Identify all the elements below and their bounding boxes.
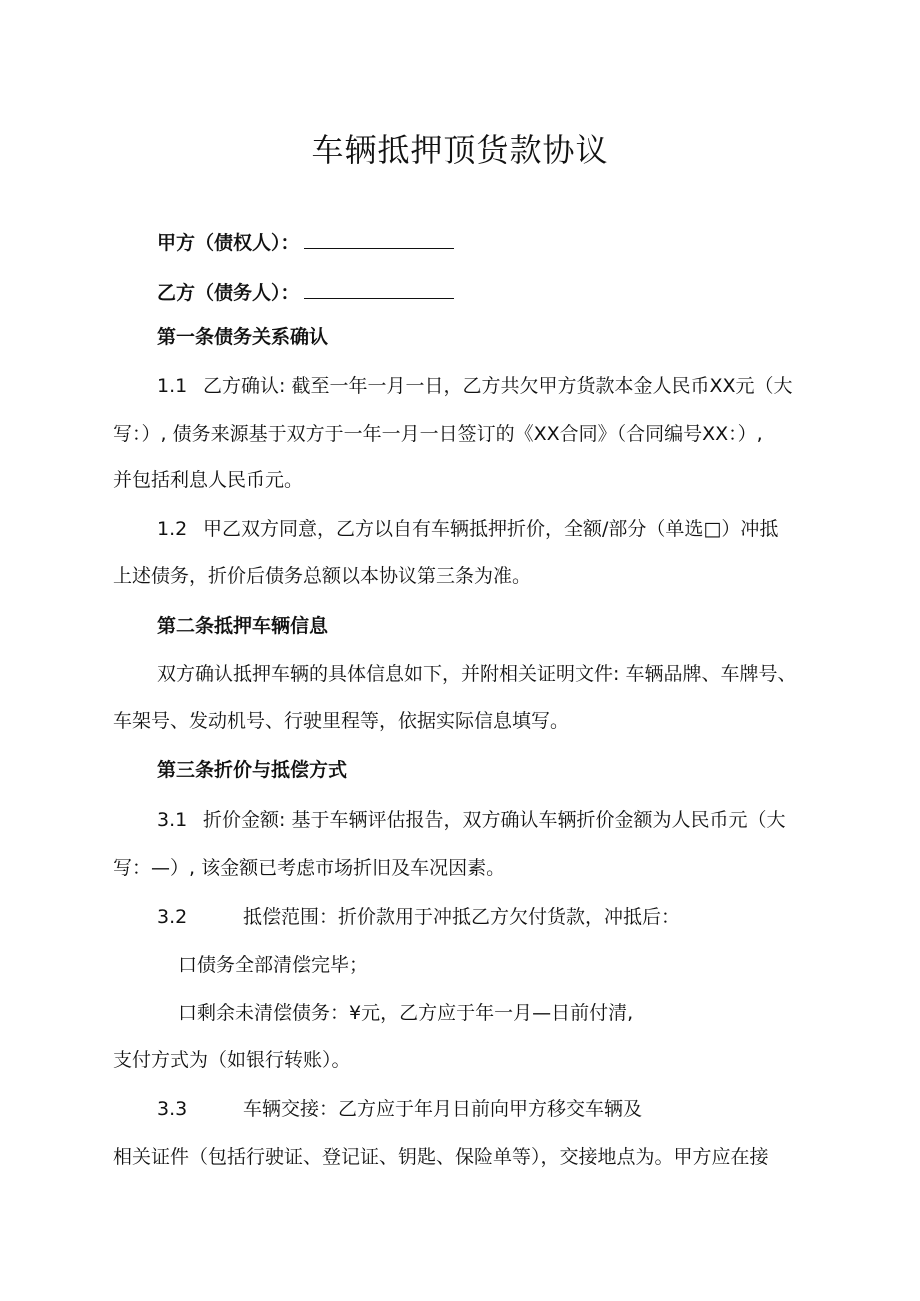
article-2-heading: 第二条抵押车辆信息: [157, 615, 329, 637]
article-3-heading: 第三条折价与抵偿方式: [157, 759, 348, 781]
option-debt-cleared: 口债务全部清偿完毕；: [178, 954, 369, 976]
clause-number: 1.2: [157, 518, 188, 540]
party-a-label: 甲方（债权人）：: [157, 232, 300, 254]
clause-1-1-line-1: [157, 371, 792, 401]
option-remaining-debt-cont: 支付方式为（如银行转账）。: [113, 1049, 351, 1071]
option-remaining-debt: 口剩余未清偿债务：¥元，乙方应于年一月—日前付清,: [178, 1002, 634, 1024]
clause-3-1-line-2: 写：—）, 该金额已考虑市场折旧及车况因素。: [113, 857, 506, 879]
article-1-heading: 第一条债务关系确认: [157, 326, 329, 348]
clause-text: 车辆交接：乙方应于年月日前向甲方移交车辆及: [243, 1098, 643, 1120]
party-b-label: 乙方（债务人）：: [157, 282, 300, 304]
clause-number: 1.1: [157, 375, 188, 397]
clause-1-2-line-1: [157, 514, 778, 544]
clause-text: 折价金额: 基于车辆评估报告，双方确认车辆折价金额为人民币元（大: [203, 809, 786, 831]
party-b-blank: [304, 280, 454, 299]
clause-text: 抵偿范围：折价款用于冲抵乙方欠付货款，冲抵后：: [243, 906, 681, 928]
clause-1-2-line-2: 上述债务，折价后债务总额以本协议第三条为准。: [113, 565, 532, 587]
party-b-row: [157, 278, 454, 308]
article-2-line-1: 双方确认抵押车辆的具体信息如下，并附相关证明文件: 车辆品牌、车牌号、: [157, 663, 797, 685]
clause-3-3-line-1: [157, 1094, 642, 1124]
clause-number: 3.2: [157, 906, 188, 928]
party-a-blank: [304, 230, 454, 249]
clause-1-1-line-3: 并包括利息人民币元。: [113, 469, 304, 491]
clause-3-1-line-1: [157, 805, 785, 835]
clause-3-2-line-1: [157, 902, 680, 932]
clause-text: 甲乙双方同意，乙方以自有车辆抵押折价，全额/部分（单选□）冲抵: [203, 518, 779, 540]
clause-3-3-line-2: 相关证件（包括行驶证、登记证、钥匙、保险单等），交接地点为。甲方应在接: [113, 1146, 769, 1168]
clause-number: 3.1: [157, 809, 188, 831]
clause-1-1-line-2: 写：）, 债务来源基于双方于一年一月一日签订的《XX合同》（合同编号XX：）,: [113, 423, 763, 445]
party-a-row: [157, 228, 454, 258]
article-2-line-2: 车架号、发动机号、行驶里程等，依据实际信息填写。: [113, 710, 570, 732]
clause-text: 乙方确认: 截至一年一月一日，乙方共欠甲方货款本金人民币XX元（大: [203, 375, 793, 397]
document-title: 车辆抵押顶货款协议: [311, 131, 609, 169]
clause-number: 3.3: [157, 1098, 188, 1120]
